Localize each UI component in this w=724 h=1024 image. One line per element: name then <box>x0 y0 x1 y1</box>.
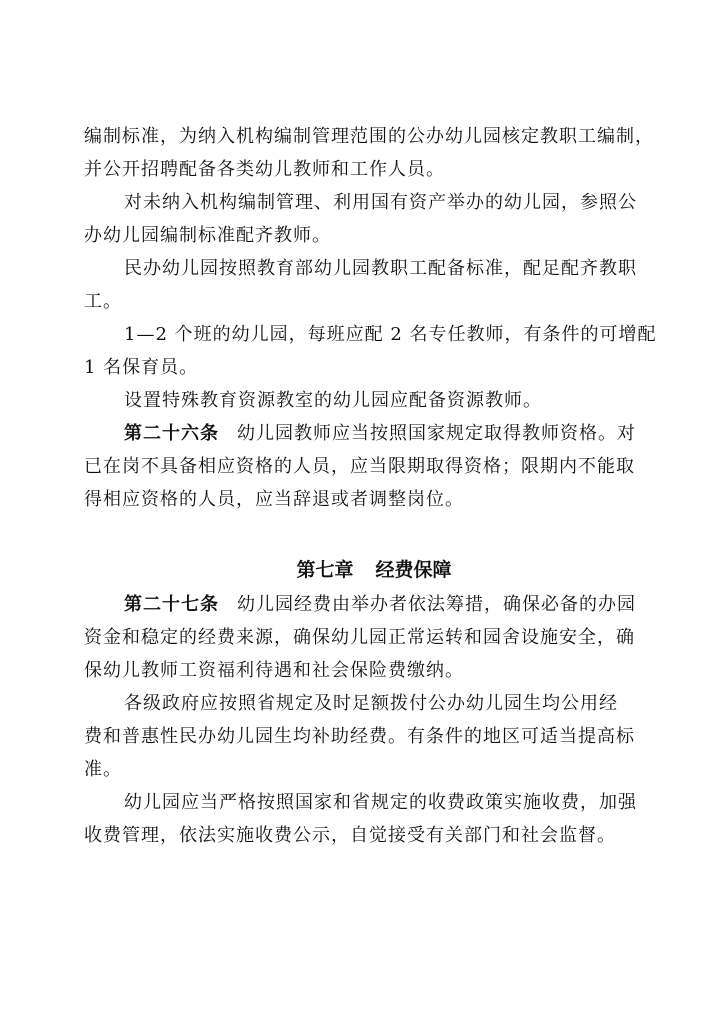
text-line: 1 名保育员。 <box>84 357 199 378</box>
text-line: 对未纳入机构编制管理、利用国有资产举办的幼儿园，参照公 <box>124 192 637 213</box>
paragraph-private-kindergartens <box>84 252 664 318</box>
paragraph-resource-teachers <box>84 384 664 417</box>
document-body <box>84 120 664 852</box>
chapter-number: 第七章 <box>296 559 354 581</box>
text-line <box>84 588 664 621</box>
chapter-title: 经费保障 <box>375 559 452 581</box>
article-26 <box>84 417 664 516</box>
article-text: 幼儿园教师应当按照国家规定取得教师资格。对 <box>237 423 636 444</box>
text-line: 得相应资格的人员，应当辞退或者调整岗位。 <box>84 489 464 510</box>
text-line: 准。 <box>84 759 122 780</box>
article-label: 第二十六条 <box>124 423 219 444</box>
paragraph-unstaffed-kindergartens <box>84 186 664 252</box>
paragraph-small-kindergartens <box>84 318 664 384</box>
chapter-heading <box>84 552 664 588</box>
text-line: 费和普惠性民办幼儿园生均补助经费。有条件的地区可适当提高标 <box>84 726 635 747</box>
text-line: 收费管理，依法实施收费公示，自觉接受有关部门和社会监督。 <box>84 825 616 846</box>
text-line: 办幼儿园编制标准配齐教师。 <box>84 225 331 246</box>
text-line: 工。 <box>84 291 122 312</box>
text-line: 1—2 个班的幼儿园，每班应配 2 名专任教师，有条件的可增配 <box>124 324 657 345</box>
text-line: 设置特殊教育资源教室的幼儿园应配备资源教师。 <box>124 390 542 411</box>
text-line: 保幼儿教师工资福利待遇和社会保险费缴纳。 <box>84 660 464 681</box>
text-line: 幼儿园应当严格按照国家和省规定的收费政策实施收费，加强 <box>124 792 637 813</box>
article-27 <box>84 588 664 687</box>
text-line: 民办幼儿园按照教育部幼儿园教职工配备标准，配足配齐教职 <box>124 258 637 279</box>
article-text: 幼儿园经费由举办者依法筹措，确保必备的办园 <box>237 594 636 615</box>
text-line: 已在岗不具备相应资格的人员，应当限期取得资格；限期内不能取 <box>84 456 635 477</box>
article-label: 第二十七条 <box>124 594 219 615</box>
paragraph-staffing-standard <box>84 120 664 186</box>
text-line: 各级政府应按照省规定及时足额拨付公办幼儿园生均公用经 <box>124 693 618 714</box>
text-line: 并公开招聘配备各类幼儿教师和工作人员。 <box>84 159 445 180</box>
text-line <box>84 417 664 450</box>
text-line: 资金和稳定的经费来源，确保幼儿园正常运转和园舍设施安全，确 <box>84 627 635 648</box>
paragraph-fee-management <box>84 786 664 852</box>
text-line: 编制标准，为纳入机构编制管理范围的公办幼儿园核定教职工编制， <box>84 126 654 147</box>
paragraph-government-funding <box>84 687 664 786</box>
